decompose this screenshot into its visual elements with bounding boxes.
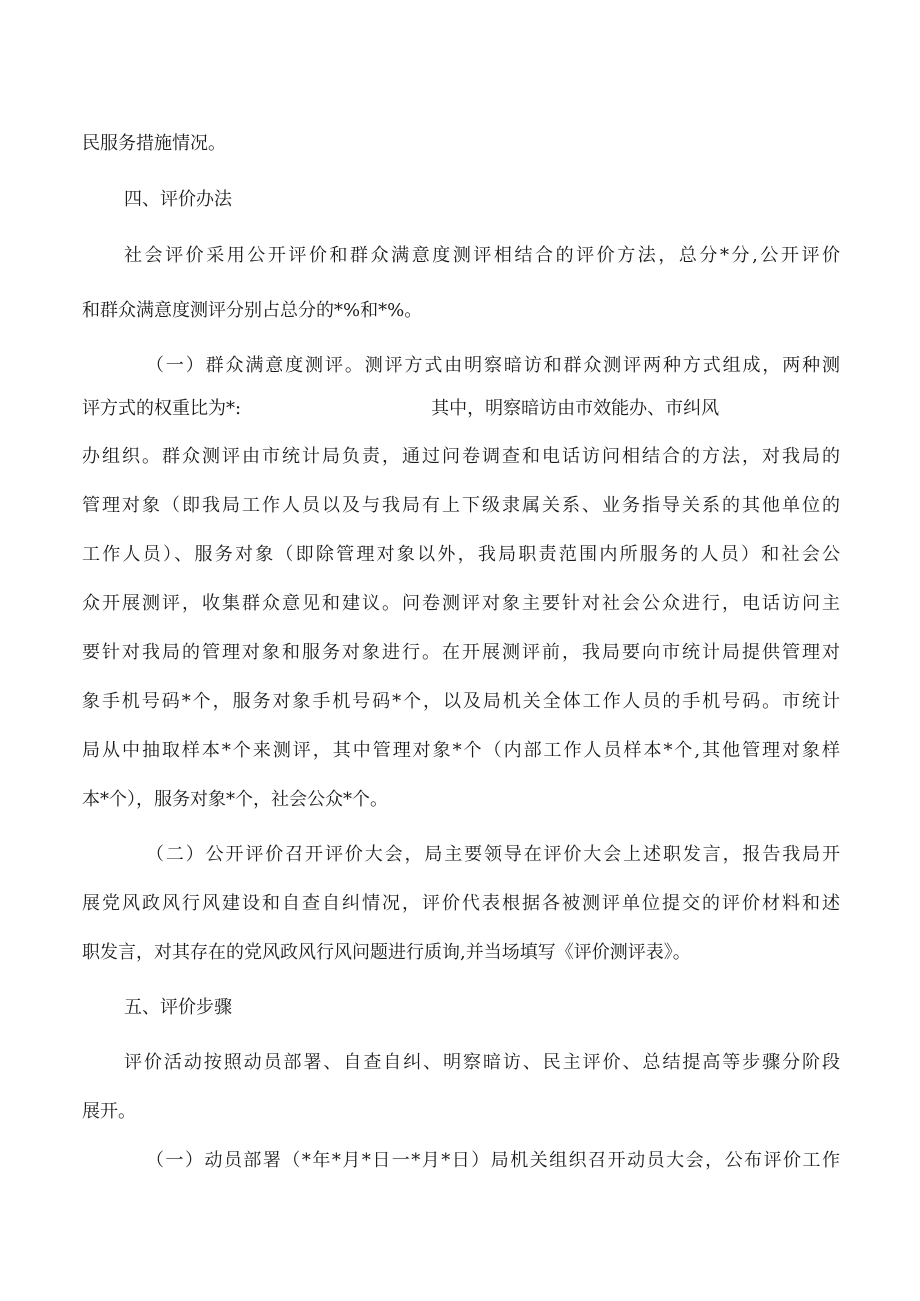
paragraph-line: 展开。	[82, 1101, 136, 1122]
paragraph-line: 办组织。群众测评由市统计局负责，通过问卷调查和电话访问相结合的方法，对我局的	[82, 446, 840, 467]
paragraph-line-part: 其中，明察暗访由市效能办、市纠风	[431, 398, 720, 419]
paragraph-line: （二）公开评价召开评价大会，局主要领导在评价大会上述职发言，报告我局开	[146, 844, 840, 865]
paragraph-line: 民服务措施情况。	[82, 133, 226, 154]
paragraph-line: 展党风政风行风建设和自查自纠情况，评价代表根据各被测评单位提交的评价材料和述	[82, 893, 840, 914]
paragraph-line: 局从中抽取样本*个来测评，其中管理对象*个（内部工作人员样本*个,其他管理对象样	[82, 740, 840, 761]
paragraph-line: 象手机号码*个，服务对象手机号码*个，以及局机关全体工作人员的手机号码。市统计	[82, 691, 840, 712]
section-heading: 四、评价办法	[124, 189, 232, 210]
section-heading: 五、评价步骤	[124, 997, 232, 1018]
paragraph-line: 本*个），服务对象*个，社会公众*个。	[82, 789, 388, 810]
paragraph-line: 评价活动按照动员部署、自查自纠、明察暗访、民主评价、总结提高等步骤分阶段	[124, 1052, 840, 1073]
paragraph-line-part: 评方式的权重比为*:	[82, 398, 242, 419]
paragraph-line: 职发言，对其存在的党风政风行风问题进行质询,并当场填写《评价测评表》。	[82, 942, 691, 963]
paragraph-line: 和群众满意度测评分别占总分的*%和*%。	[82, 300, 423, 321]
paragraph-line: 要针对我局的管理对象和服务对象进行。在开展测评前，我局要向市统计局提供管理对	[82, 642, 840, 663]
paragraph-line: 工作人员）、服务对象（即除管理对象以外，我局职责范围内所服务的人员）和社会公	[82, 544, 840, 565]
paragraph-line: （一）群众满意度测评。测评方式由明察暗访和群众测评两种方式组成，两种测	[146, 355, 840, 376]
paragraph-line: 众开展测评，收集群众意见和建议。问卷测评对象主要针对社会公众进行，电话访问主	[82, 593, 840, 614]
paragraph-line: 社会评价采用公开评价和群众满意度测评相结合的评价方法，总分*分,公开评价	[124, 245, 840, 266]
paragraph-line	[82, 397, 719, 421]
paragraph-line: （一）动员部署（*年*月*日一*月*日）局机关组织召开动员大会，公布评价工作	[146, 1150, 840, 1171]
paragraph-line: 管理对象（即我局工作人员以及与我局有上下级隶属关系、业务指导关系的其他单位的	[82, 495, 840, 516]
